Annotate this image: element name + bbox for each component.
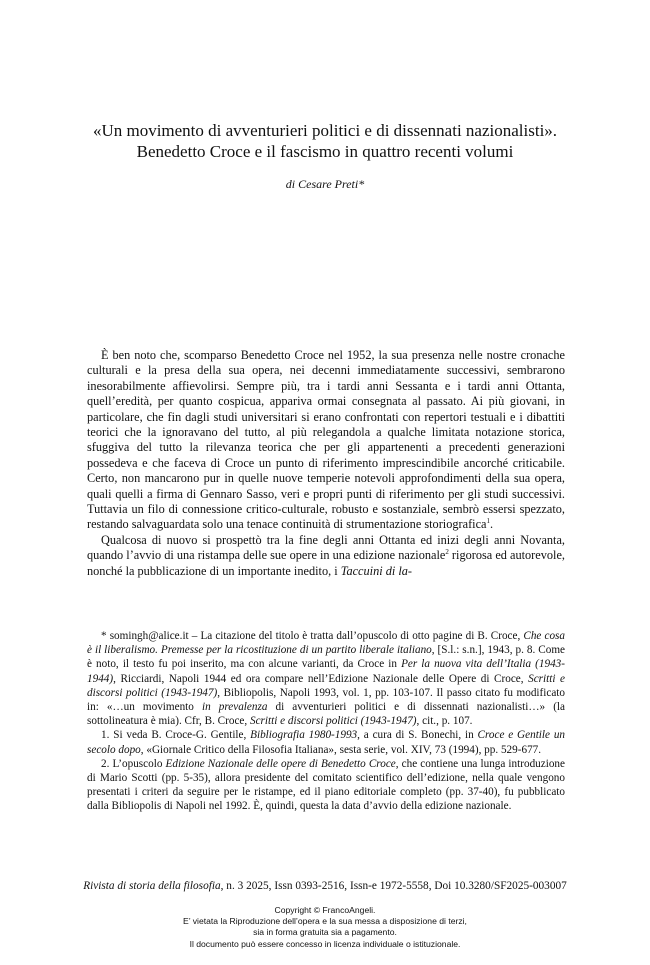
journal-name: Rivista di storia della filosofia (83, 880, 221, 892)
italic-title-run: Edizione Nazionale delle opere di Benedetto Croce (165, 757, 396, 770)
italic-title-run: in prevalenza (201, 701, 268, 714)
italic-title-run: Croce e Gentile un secolo dopo (87, 729, 566, 756)
author-byline: di Cesare Preti* (285, 177, 365, 191)
footnotes (87, 629, 565, 814)
note-text-run: , cit., p. 107. (416, 715, 473, 728)
italic-title-run: Per la nuova vita dell’Italia (1943-1944) (87, 658, 566, 685)
copyright-line-4: Il documento può essere concesso in licenza individuale o istituzionale. (189, 938, 461, 949)
body-paragraph (87, 348, 565, 533)
title-line-1: «Un movimento di avventurieri politici e di dissennati nazionalisti». (92, 121, 558, 140)
copyright-line-1: Copyright © FrancoAngeli. (274, 905, 376, 915)
note-text-run: 1. Si veda B. Croce-G. Gentile, (101, 729, 251, 742)
copyright-line-2: E’ vietata la Riproduzione dell’opera e la sua messa a disposizione di terzi, (183, 916, 467, 927)
copyright-line-3: sia in forma gratuita sia a pagamento. (253, 927, 397, 938)
note-text-run: , «Giornale Critico della Filosofia Italiana», sesta serie, vol. XIV, 73 (1994), pp. 529-677. (140, 743, 542, 756)
body-text-run: È ben noto che, scomparso Benedetto Croce nel 1952, la sua presenza nelle nostre cronache culturali e la presa della sua opera, nei decenni immediatamente successivi, sembrarono inesorabilmente affievolirsi. Sempre più, tra i tardi anni Sessanta e i tardi anni Ottanta, quell’eredità, per quanto cospicua, appariva ormai consegnata al passato. Ai più giovani, in particolare, che fin dagli studi universitari si erano confrontati con repertori testuali e i dibattiti teorici che la ignoravano del tutto, al più relegandola a qualche limitata notazione storica, sfuggiva del tutto la rilevanza teorica che per gli appartenenti a precedenti generazioni possedeva e che faceva di Croce un punto di riferimento imprescindibile ancorché criticabile. Certo, non mancarono pur in quelle nuove temperie notevoli approfondimenti della sua opera, quali quelli a firma di Gennaro Sasso, veri e propri punti di riferimento per gli studi successivi. Tuttavia un filo di connessione critico-culturale, robusto e sostanziale, sembrò essersi spezzato, restando salvaguardata solo una tenace continuità di strumentazione storiografica (87, 348, 565, 532)
body-text-run: . (490, 517, 494, 532)
note-text-run: 2. L’opuscolo (101, 757, 166, 770)
footnote-1 (87, 728, 565, 756)
italic-title-run: Scritti e discorsi politici (1943-1947) (249, 715, 417, 728)
body-text-run: Qualcosa di nuovo si prospettò tra la fine degli anni Ottanta ed inizi degli anni Novanta, quando l’avvio di una ristampa delle sue opere in una edizione nazionale (87, 532, 565, 563)
title-line-2: Benedetto Croce e il fascismo in quattro recenti volumi (136, 142, 514, 161)
footnote-ref-2: 2 (445, 548, 449, 557)
italic-title-run: Taccuini di la- (340, 563, 413, 578)
article-title (60, 120, 590, 162)
note-text-run: * somingh@alice.it – La citazione del titolo è tratta dall’opuscolo di otto pagine di B. Croce, (101, 630, 524, 642)
journal-citation (60, 880, 590, 892)
footnote-2 (87, 757, 565, 814)
italic-title-run: Scritti e discorsi politici (1943-1947) (87, 672, 566, 699)
body-text-run: rigorosa ed autorevole, nonché la pubblicazione di un importante inedito, i (87, 548, 565, 578)
journal-details: , n. 3 2025, Issn 0393-2516, Issn-e 1972-5558, Doi 10.3280/SF2025-003007 (220, 880, 567, 892)
note-text-run: , [S.l.: s.n.], 1943, p. 8. Come è noto, il testo fu poi inserito, ma con alcune varianti, da Croce in (87, 644, 565, 671)
italic-title-run: Bibliografia 1980-1993 (250, 729, 358, 742)
body-paragraph (87, 533, 565, 579)
footnote-star (87, 629, 565, 728)
copyright-notice (60, 905, 590, 950)
italic-title-run: Che cosa è il liberalismo. Premesse per la ricostituzione di un partito liberale italiano (87, 630, 565, 657)
note-text-run: di avventurieri politici e di dissennati nazionalisti…» (la sottolineatura è mia). Cfr, B. Croce, (87, 701, 566, 728)
note-text-run: , Bibliopolis, Napoli 1993, vol. 1, pp. 103-107. Il passo citato fu modificato in: «…un movimento (87, 686, 565, 714)
body-text (87, 348, 565, 579)
note-text-run: , che contiene una lunga introduzione di Mario Scotti (pp. 5-35), allora presidente del comitato scientifico dell’edizione, nella quale vengono presentati i criteri da seguire per le ristampe, ed il piano editoriale completo (pp. 37-40), fu pubblicato dalla Bibliopolis di Napoli nel 1992. È, quindi, questa la data d’avvio della edizione nazionale. (87, 757, 565, 813)
note-text-run: , a cura di S. Bonechi, in (357, 729, 478, 742)
note-text-run: , Ricciardi, Napoli 1944 ed ora compare nell’Edizione Nazionale delle Opere di Croce, (113, 672, 529, 685)
footnote-ref-1: 1 (486, 517, 490, 526)
